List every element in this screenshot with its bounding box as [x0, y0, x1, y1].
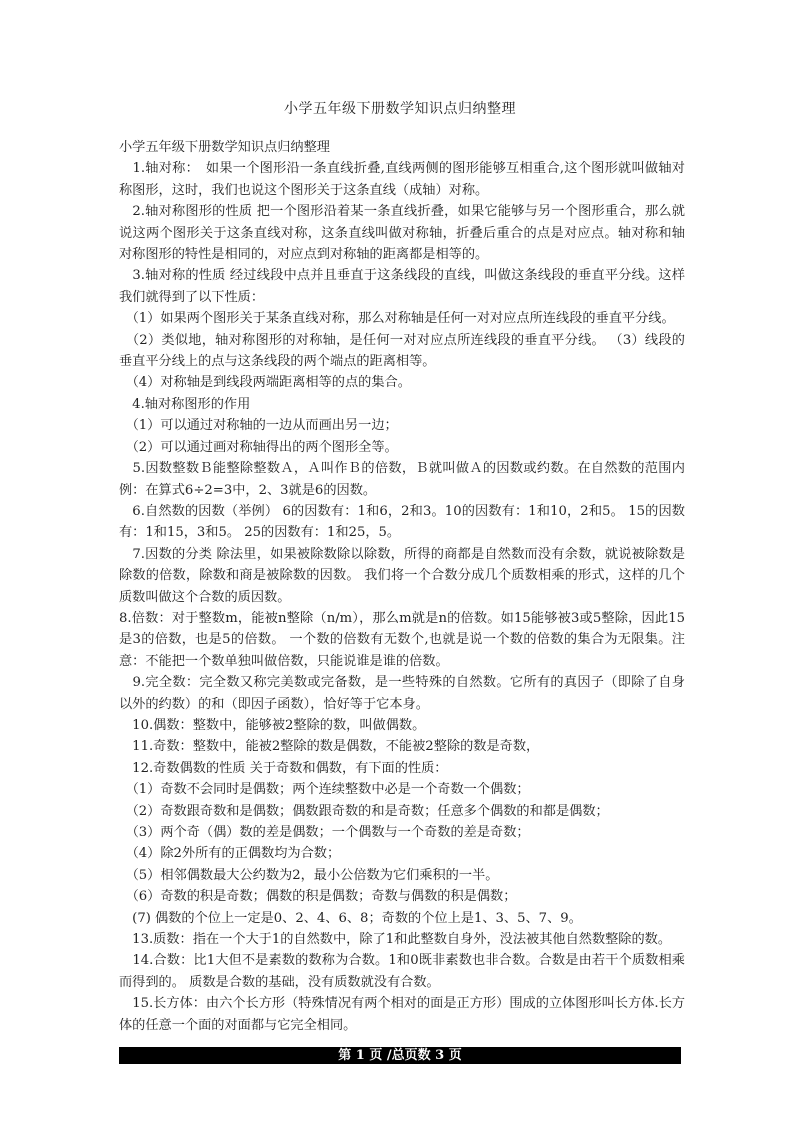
paragraph: （1）奇数不会同时是偶数；两个连续整数中必是一个奇数一个偶数； — [119, 782, 530, 798]
paragraph: （2）奇数跟奇数和是偶数；偶数跟奇数的和是奇数；任意多个偶数的和都是偶数； — [119, 803, 609, 819]
paragraph: 10.偶数：整数中，能够被2整除的数，叫做偶数。 — [119, 717, 426, 733]
paragraph: 1.轴对称： 如果一个图形沿一条直线折叠,直线两侧的图形能够互相重合,这个图形就叫做轴对称图形，这时，我们也说这个图形关于这条直线（成轴）对称。 — [119, 161, 685, 198]
paragraph: （2）类似地，轴对称图形的对称轴，是任何一对对应点所连线段的垂直平分线。 （3）线段的垂直平分线上的点与这条线段的两个端点的距离相等。 — [119, 332, 685, 370]
paragraph: （1）可以通过对称轴的一边从而画出另一边； — [119, 418, 398, 434]
page-number-label: 第 1 页 /总页数 3 页 — [338, 1048, 462, 1063]
paragraph: 6.自然数的因数（举例） 6的因数有：1和6，2和3。10的因数有：1和10，2和5。 15的因数有：1和15，3和5。 25的因数有：1和25，5。 — [119, 503, 685, 541]
paragraph: (7) 偶数的个位上一定是0、2、4、6、8；奇数的个位上是1、3、5、7、9。 — [119, 910, 582, 926]
paragraph: （6）奇数的积是奇数；偶数的积是偶数；奇数与偶数的积是偶数； — [119, 889, 517, 905]
page-footer — [119, 1047, 681, 1064]
paragraph: 14.合数：比1大但不是素数的数称为合数。1和0既非素数也非合数。合数是由若干个质数相乘而得到的。 质数是合数的基础，没有质数就没有合数。 — [119, 953, 685, 990]
paragraph: 2.轴对称图形的性质 把一个图形沿着某一条直线折叠，如果它能够与另一个图形重合，那么就说这两个图形关于这条直线对称，这条直线叫做对称轴，折叠后重合的点是对应点。轴对称和轴对称图形的特性是相同的，对应点到对称轴的距离都是相等的。 — [119, 204, 685, 263]
paragraph: 12.奇数偶数的性质 关于奇数和偶数，有下面的性质： — [119, 760, 448, 776]
paragraph: 13.质数：指在一个大于1的自然数中，除了1和此整数自身外，没法被其他自然数整除的数。 — [119, 932, 672, 948]
paragraph: 11.奇数：整数中，能被2整除的数是偶数，不能被2整除的数是奇数， — [119, 739, 540, 755]
page-title: 小学五年级下册数学知识点归纳整理 — [284, 101, 516, 117]
doc-subtitle: 小学五年级下册数学知识点归纳整理 — [119, 140, 330, 155]
paragraph: （2）可以通过画对称轴得出的两个图形全等。 — [119, 439, 398, 455]
paragraph: 5.因数整数Ｂ能整除整数Ａ，Ａ叫作Ｂ的倍数，Ｂ就叫做Ａ的因数或约数。在自然数的范围内例：在算式6÷2=3中，2、3就是6的因数。 — [119, 461, 685, 498]
paragraph: （5）相邻偶数最大公约数为2，最小公倍数为它们乘积的一半。 — [119, 867, 499, 883]
paragraph: 4.轴对称图形的作用 — [119, 396, 251, 412]
paragraph: 3.轴对称的性质 经过线段中点并且垂直于这条线段的直线，叫做这条线段的垂直平分线。这样我们就得到了以下性质： — [119, 268, 685, 305]
paragraph: （4）除2外所有的正偶数均为合数； — [119, 846, 341, 862]
paragraph: 9.完全数：完全数又称完美数或完备数，是一些特殊的自然数。它所有的真因子（即除了自身以外的约数）的和（即因子函数），恰好等于它本身。 — [119, 675, 685, 712]
paragraph: （1）如果两个图形关于某条直线对称，那么对称轴是任何一对对应点所连线段的垂直平分线。 — [119, 311, 675, 327]
paragraph: 7.因数的分类 除法里，如果被除数除以除数，所得的商都是自然数而没有余数，就说被除数是除数的倍数，除数和商是被除数的因数。 我们将一个合数分成几个质数相乘的形式，这样的几个质数叫做这个合数的质因数。 — [119, 546, 685, 605]
paragraph: （3）两个奇（偶）数的差是偶数；一个偶数与一个奇数的差是奇数； — [119, 825, 530, 840]
paragraph: 8.倍数：对于整数m，能被n整除（n/m），那么m就是n的倍数。如15能够被3或5整除，因此15是3的倍数，也是5的倍数。 一个数的倍数有无数个,也就是说一个数的倍数的集合为无限集。注意：不能把一个数单独叫做倍数，只能说谁是谁的倍数。 — [119, 610, 685, 669]
paragraph: （4）对称轴是到线段两端距离相等的点的集合。 — [119, 375, 411, 391]
document-body — [119, 137, 685, 1036]
paragraph: 15.长方体：由六个长方形（特殊情况有两个相对的面是正方形）围成的立体图形叫长方体.长方体的任意一个面的对面都与它完全相同。 — [119, 996, 685, 1033]
